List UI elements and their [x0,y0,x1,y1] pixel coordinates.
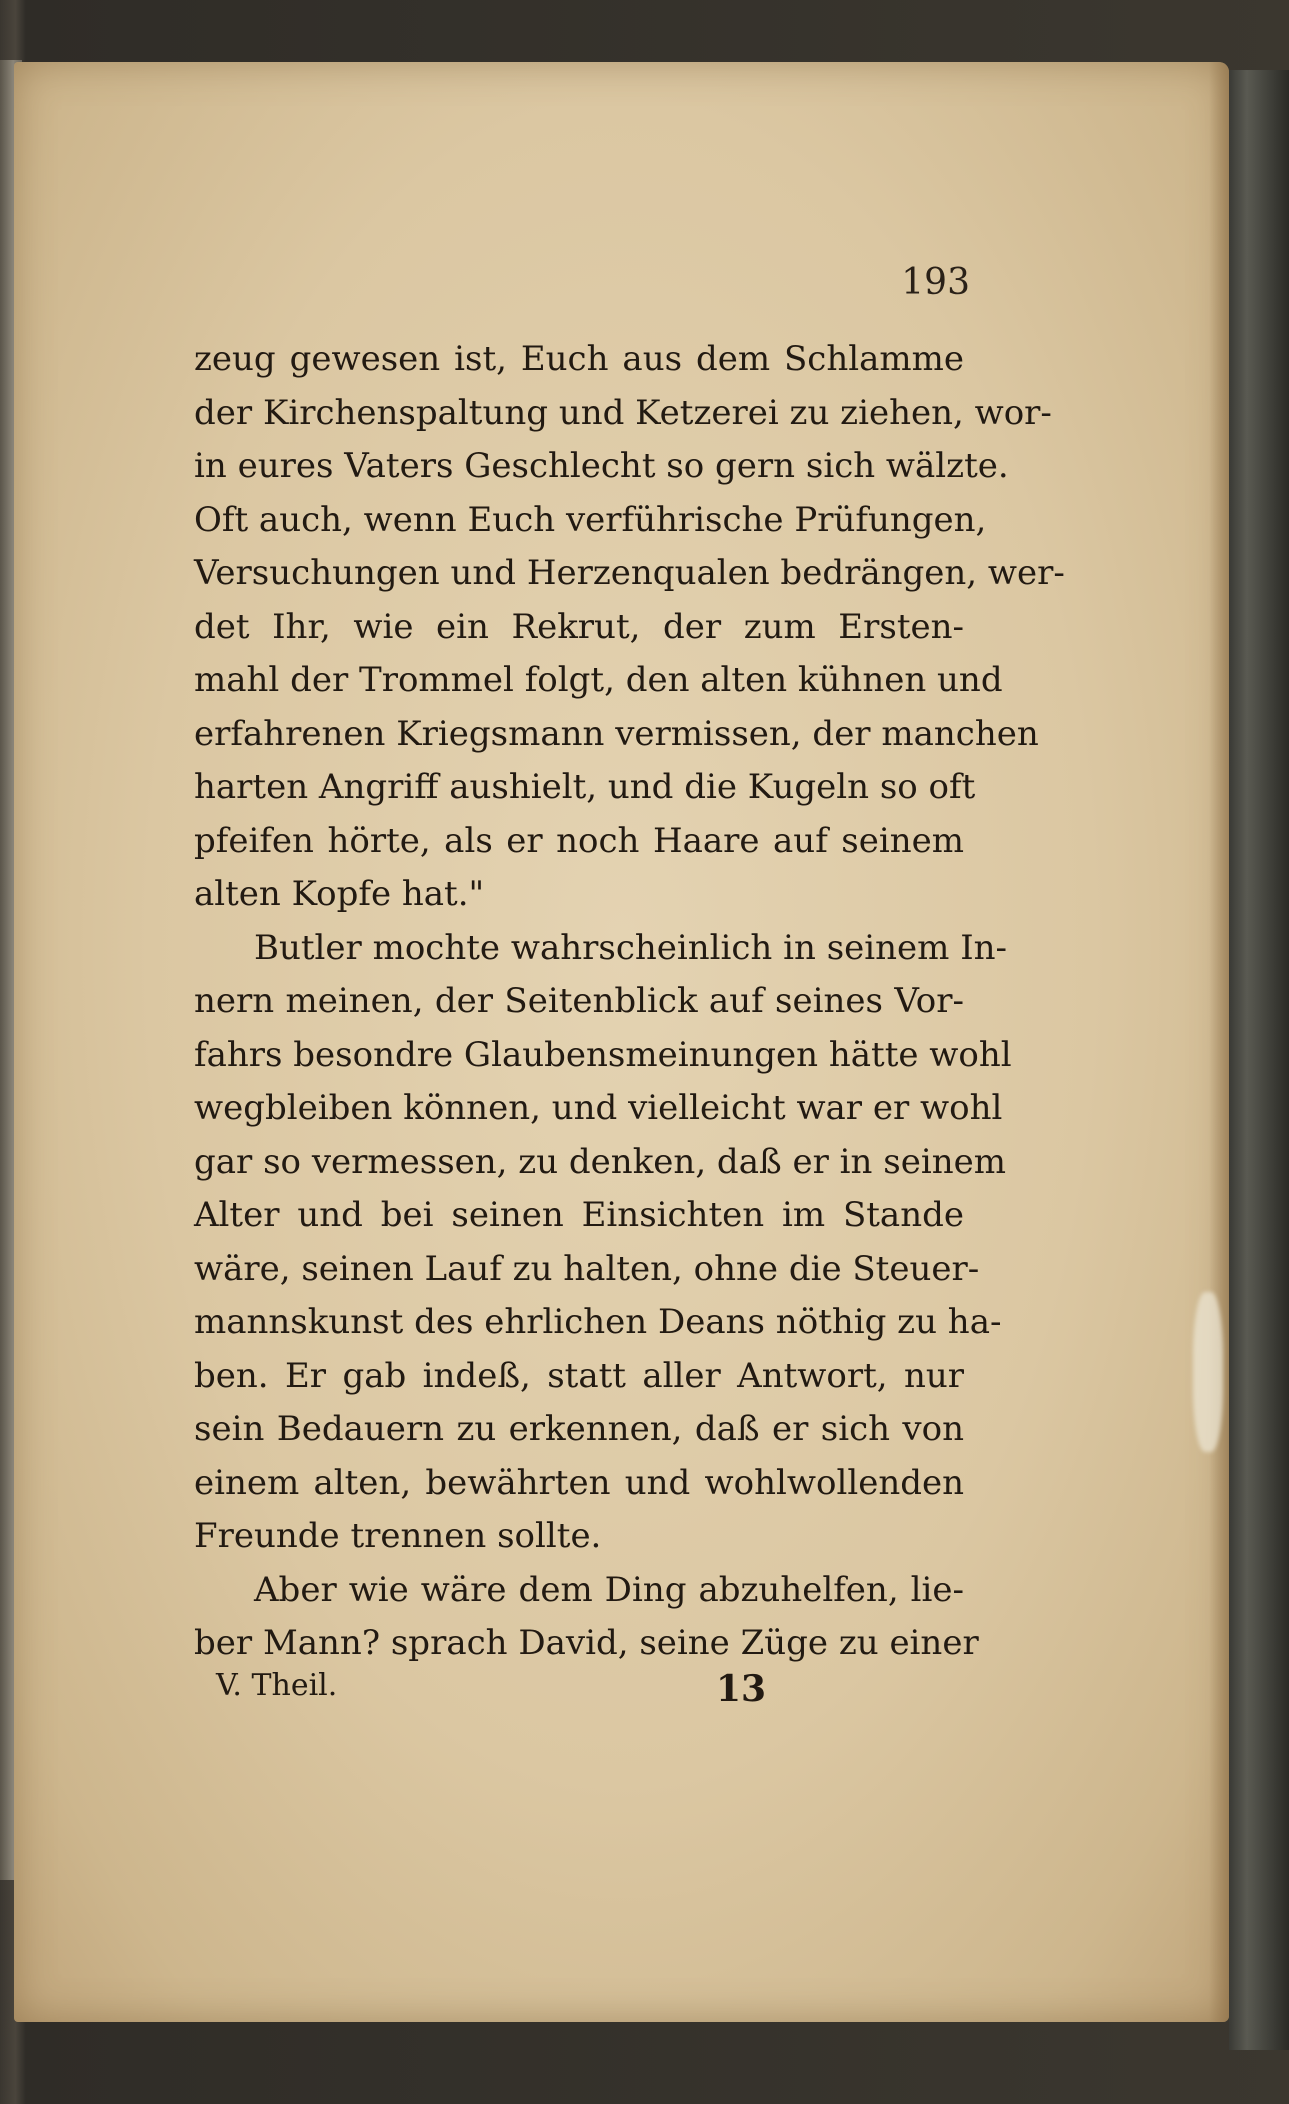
text-line: det Ihr, wie ein Rekrut, der zum Ersten- [194,606,964,647]
text-line: Oft auch, wenn Euch verführische Prüfungen, [194,499,987,540]
text-line: Butler mochte wahrscheinlich in seinem In- [254,927,1008,968]
text-line: Freunde trennen sollte. [194,1516,602,1556]
text-line: nern meinen, der Seitenblick auf seines Vor- [194,981,964,1021]
text-line: erfahrenen Kriegsmann vermissen, der manchen [194,713,1039,754]
text-line: der Kirchenspaltung und Ketzerei zu ziehen, wor- [194,392,1052,433]
text-line: Versuchungen und Herzenqualen bedrängen, wer- [194,553,1065,593]
text-line: ber Mann? sprach David, seine Züge zu einer [194,1623,979,1663]
text-line: in eures Vaters Geschlecht so gern sich wälzte. [194,446,1009,486]
text-line: Alter und bei seinen Einsichten im Stande [194,1195,964,1235]
text-line: mahl der Trommel folgt, den alten kühnen und [194,660,1003,700]
text-line: gar so vermessen, zu denken, daß er in seinem [194,1141,1006,1182]
text-line: Aber wie wäre dem Ding abzuhelfen, lie- [254,1569,964,1610]
page-number: 193 [901,262,970,303]
page-edge-shadow [1209,62,1229,2022]
text-line: wäre, seinen Lauf zu halten, ohne die Steuer- [194,1248,980,1289]
text-line: pfeifen hörte, als er noch Haare auf seinem [194,820,964,861]
text-line: mannskunst des ehrlichen Deans nöthig zu ha- [194,1302,1002,1342]
text-line: fahrs besondre Glaubensmeinungen hätte wohl [194,1034,1012,1075]
volume-label: V. Theil. [216,1668,338,1703]
paper-tear [1193,1292,1223,1452]
text-line: harten Angriff aushielt, und die Kugeln so oft [194,767,976,807]
body-text [194,333,1065,1671]
page-footer [216,1668,776,1718]
text-line: zeug gewesen ist, Euch aus dem Schlamme [194,339,964,379]
text-line: einem alten, bewährten und wohlwollenden [194,1462,964,1503]
text-line: sein Bedauern zu erkennen, daß er sich von [194,1409,964,1449]
text-line: wegbleiben können, und vielleicht war er wohl [194,1088,1003,1128]
text-line: alten Kopfe hat." [194,874,485,914]
text-line: ben. Er gab indeß, statt aller Antwort, nur [194,1355,964,1396]
signature-mark: 13 [716,1668,767,1710]
book-cover-edge [1229,70,1289,2050]
